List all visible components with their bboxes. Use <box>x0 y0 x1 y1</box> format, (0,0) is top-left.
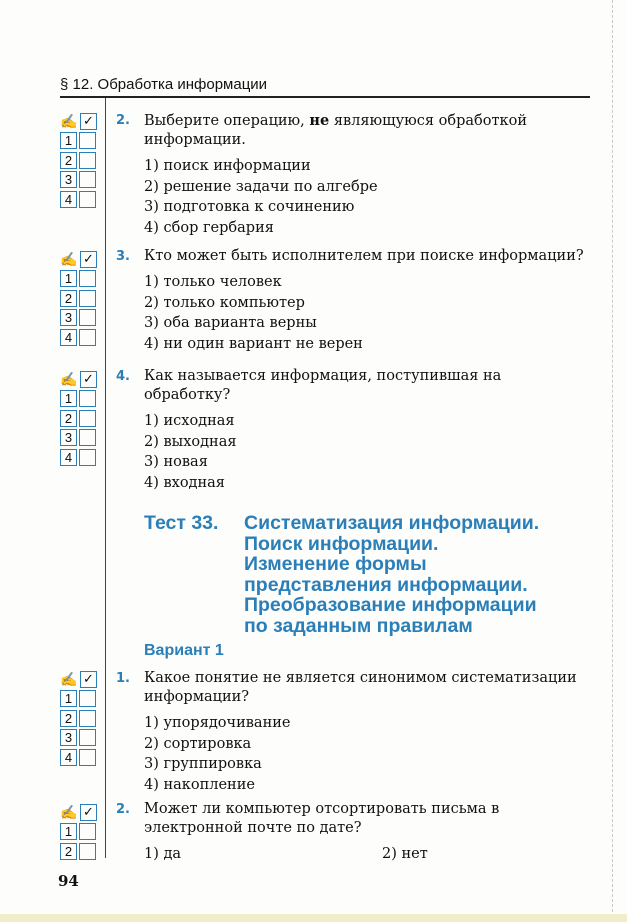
option: 2) только компьютер <box>144 294 305 311</box>
section-header: § 12. Обработка информации <box>60 76 268 93</box>
page-number: 94 <box>58 872 79 890</box>
pencil-icon: ✍ <box>60 671 78 688</box>
check-icon[interactable]: ✓ <box>80 113 97 130</box>
answer-box[interactable] <box>79 191 96 208</box>
answer-number: 2 <box>60 710 77 727</box>
option: 4) сбор гербария <box>144 219 274 236</box>
header-rule <box>60 96 590 98</box>
answer-box[interactable] <box>79 749 96 766</box>
question-number: 4. <box>116 369 130 384</box>
answer-block-q3 <box>60 250 100 347</box>
options-list <box>144 411 591 493</box>
answer-box[interactable] <box>79 449 96 466</box>
answer-block-t2 <box>60 803 100 861</box>
answer-box[interactable] <box>79 390 96 407</box>
check-icon[interactable]: ✓ <box>80 371 97 388</box>
test-name: Систематизация информации. Поиск информации. Изменение формы представления информации. Преобразование информации по заданным правилам <box>244 512 540 637</box>
option: 1) да <box>144 846 182 862</box>
answer-block-t1 <box>60 670 100 767</box>
answer-number: 2 <box>60 290 77 307</box>
options-list <box>144 844 591 865</box>
answer-number: 1 <box>60 390 77 407</box>
answer-box[interactable] <box>79 152 96 169</box>
page-bottom-strip <box>0 914 627 922</box>
answer-number: 1 <box>60 270 77 287</box>
answer-number: 2 <box>60 152 77 169</box>
answer-box[interactable] <box>79 729 96 746</box>
answer-box[interactable] <box>79 843 96 860</box>
question-3 <box>116 247 591 354</box>
answer-box[interactable] <box>79 132 96 149</box>
answer-number: 1 <box>60 132 77 149</box>
check-icon[interactable]: ✓ <box>80 804 97 821</box>
answer-box[interactable] <box>79 410 96 427</box>
test-question-1 <box>116 669 591 795</box>
answer-number: 3 <box>60 309 77 326</box>
answer-box[interactable] <box>79 823 96 840</box>
option: 2) решение задачи по алгебре <box>144 178 378 195</box>
question-number: 3. <box>116 249 130 264</box>
answer-number: 3 <box>60 429 77 446</box>
answer-block-q4 <box>60 370 100 467</box>
option: 3) подготовка к сочинению <box>144 199 355 215</box>
answer-box[interactable] <box>79 290 96 307</box>
answer-box[interactable] <box>79 710 96 727</box>
option: 2) выходная <box>144 433 237 450</box>
question-4 <box>116 367 591 493</box>
option: 4) накопление <box>144 776 255 793</box>
page-edge <box>612 0 613 922</box>
pencil-icon: ✍ <box>60 251 78 268</box>
answer-number: 1 <box>60 823 77 840</box>
pencil-icon: ✍ <box>60 371 78 388</box>
answer-number: 2 <box>60 410 77 427</box>
options-list <box>144 272 591 354</box>
variant-heading: Вариант 1 <box>144 642 224 659</box>
answer-block-q2 <box>60 112 100 209</box>
check-icon[interactable]: ✓ <box>80 671 97 688</box>
margin-divider <box>105 98 106 858</box>
option: 3) новая <box>144 454 208 470</box>
option: 3) оба варианта верны <box>144 315 317 331</box>
question-number: 1. <box>116 671 130 686</box>
answer-number: 3 <box>60 729 77 746</box>
question-number: 2. <box>116 802 130 817</box>
answer-number: 4 <box>60 329 77 346</box>
answer-number: 2 <box>60 843 77 860</box>
test-label: Тест 33. <box>144 512 219 534</box>
option: 1) поиск информации <box>144 158 311 174</box>
answer-number: 1 <box>60 690 77 707</box>
question-text: Какое понятие не является синонимом систематизации информации? <box>144 670 577 705</box>
option: 2) нет <box>382 846 428 862</box>
question-text: Кто может быть исполнителем при поиске информации? <box>144 248 584 264</box>
option: 4) входная <box>144 474 225 491</box>
option: 4) ни один вариант не верен <box>144 335 363 352</box>
test-title <box>144 513 584 636</box>
question-text: Выберите операцию, не являющуюся обработкой информации. <box>144 112 527 148</box>
question-2 <box>116 111 591 238</box>
options-list <box>144 713 591 795</box>
option: 1) исходная <box>144 413 235 429</box>
check-icon[interactable]: ✓ <box>80 251 97 268</box>
question-text: Может ли компьютер отсортировать письма в электронной почте по дате? <box>144 801 500 836</box>
answer-box[interactable] <box>79 309 96 326</box>
option: 3) группировка <box>144 756 262 772</box>
answer-box[interactable] <box>79 429 96 446</box>
answer-number: 4 <box>60 749 77 766</box>
question-text: Как называется информация, поступившая на обработку? <box>144 368 502 403</box>
test-question-2 <box>116 800 591 865</box>
pencil-icon: ✍ <box>60 113 78 130</box>
answer-number: 4 <box>60 191 77 208</box>
option: 2) сортировка <box>144 735 252 752</box>
answer-box[interactable] <box>79 690 96 707</box>
answer-box[interactable] <box>79 329 96 346</box>
answer-box[interactable] <box>79 171 96 188</box>
answer-number: 3 <box>60 171 77 188</box>
answer-number: 4 <box>60 449 77 466</box>
option: 1) упорядочивание <box>144 715 291 731</box>
option: 1) только человек <box>144 274 282 290</box>
pencil-icon: ✍ <box>60 804 78 821</box>
question-number: 2. <box>116 113 130 128</box>
answer-box[interactable] <box>79 270 96 287</box>
options-list <box>144 156 591 238</box>
